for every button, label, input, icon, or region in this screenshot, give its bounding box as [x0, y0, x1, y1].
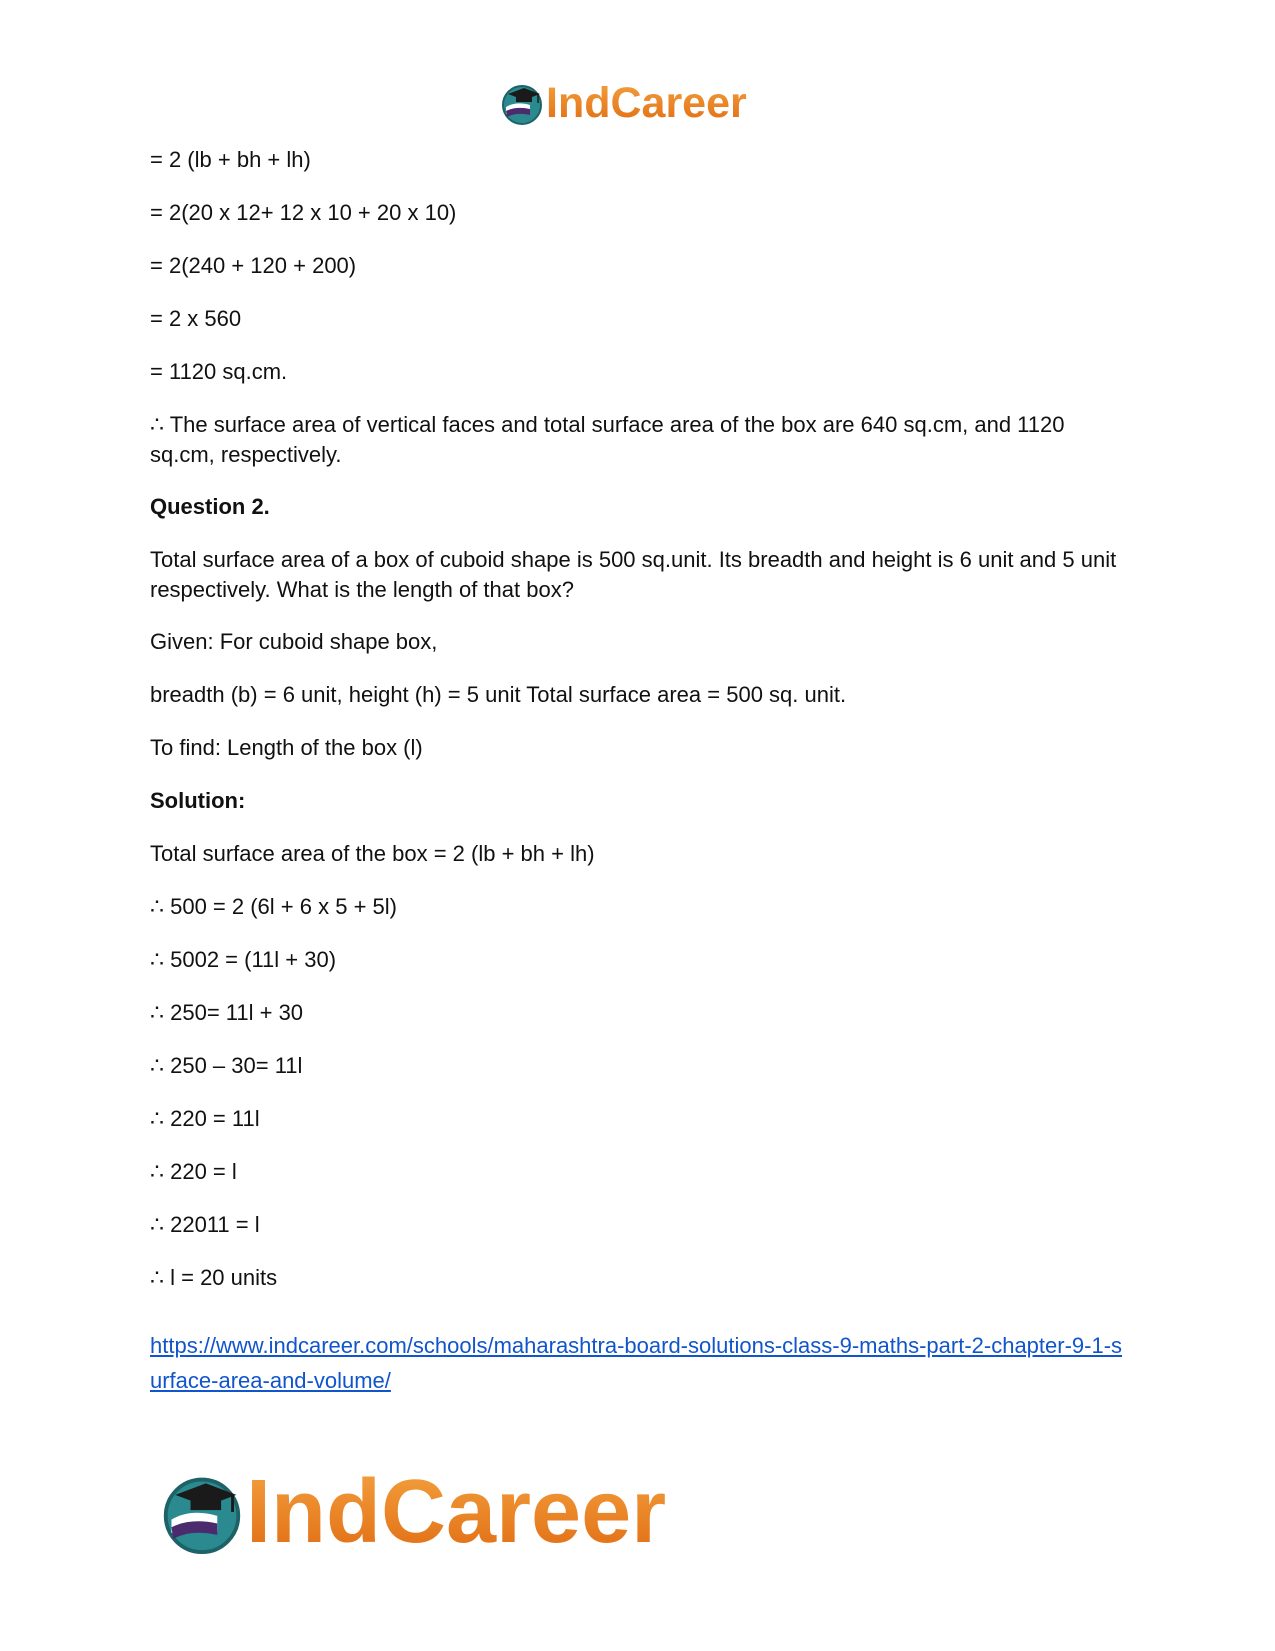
- solution-step: Total surface area of the box = 2 (lb + bh + lh): [150, 841, 595, 866]
- graduation-cap-book-globe-icon: [160, 1470, 244, 1554]
- equation-line: = 1120 sq.cm.: [150, 359, 288, 384]
- solution-step: ∴ 500 = 2 (6l + 6 x 5 + 5l): [150, 894, 397, 919]
- source-url-link[interactable]: https://www.indcareer.com/schools/maharashtra-board-solutions-class-9-maths-part-2-chapter-9-1-surface-area-and-volume/: [150, 1333, 1123, 1393]
- given-line: Given: For cuboid shape box,: [150, 629, 438, 654]
- logo-wordmark: IndCareer: [546, 79, 747, 127]
- solution-answer: ∴ l = 20 units: [150, 1265, 278, 1290]
- header-logo: [500, 78, 747, 128]
- equation-line: = 2(240 + 120 + 200): [150, 253, 357, 278]
- solution-heading: Solution:: [150, 788, 246, 813]
- graduation-cap-book-globe-icon: [500, 81, 544, 125]
- solution-step: ∴ 220 = l: [150, 1159, 237, 1184]
- equation-line: = 2(20 x 12+ 12 x 10 + 20 x 10): [150, 200, 457, 225]
- question-heading: Question 2.: [150, 494, 270, 519]
- solution-step: ∴ 22011 = l: [150, 1212, 260, 1237]
- solution-step: ∴ 250 – 30= 11l: [150, 1053, 303, 1078]
- equation-line: = 2 (lb + bh + lh): [150, 147, 311, 172]
- question-text: Total surface area of a box of cuboid shape is 500 sq.unit. Its breadth and height is 6 unit and 5 unit respectively. What is the length of that box?: [150, 547, 1117, 602]
- to-find-line: To find: Length of the box (l): [150, 735, 423, 760]
- solution-step: ∴ 250= 11l + 30: [150, 1000, 304, 1025]
- given-values: breadth (b) = 6 unit, height (h) = 5 unit Total surface area = 500 sq. unit.: [150, 682, 847, 707]
- logo-wordmark: IndCareer: [246, 1462, 667, 1562]
- conclusion-paragraph: ∴ The surface area of vertical faces and total surface area of the box are 640 sq.cm, and 1120 sq.cm, respectively.: [150, 412, 1065, 467]
- footer-logo: [160, 1462, 666, 1562]
- solution-step: ∴ 220 = 11l: [150, 1106, 260, 1131]
- equation-line: = 2 x 560: [150, 306, 242, 331]
- solution-step: ∴ 5002 = (11l + 30): [150, 947, 337, 972]
